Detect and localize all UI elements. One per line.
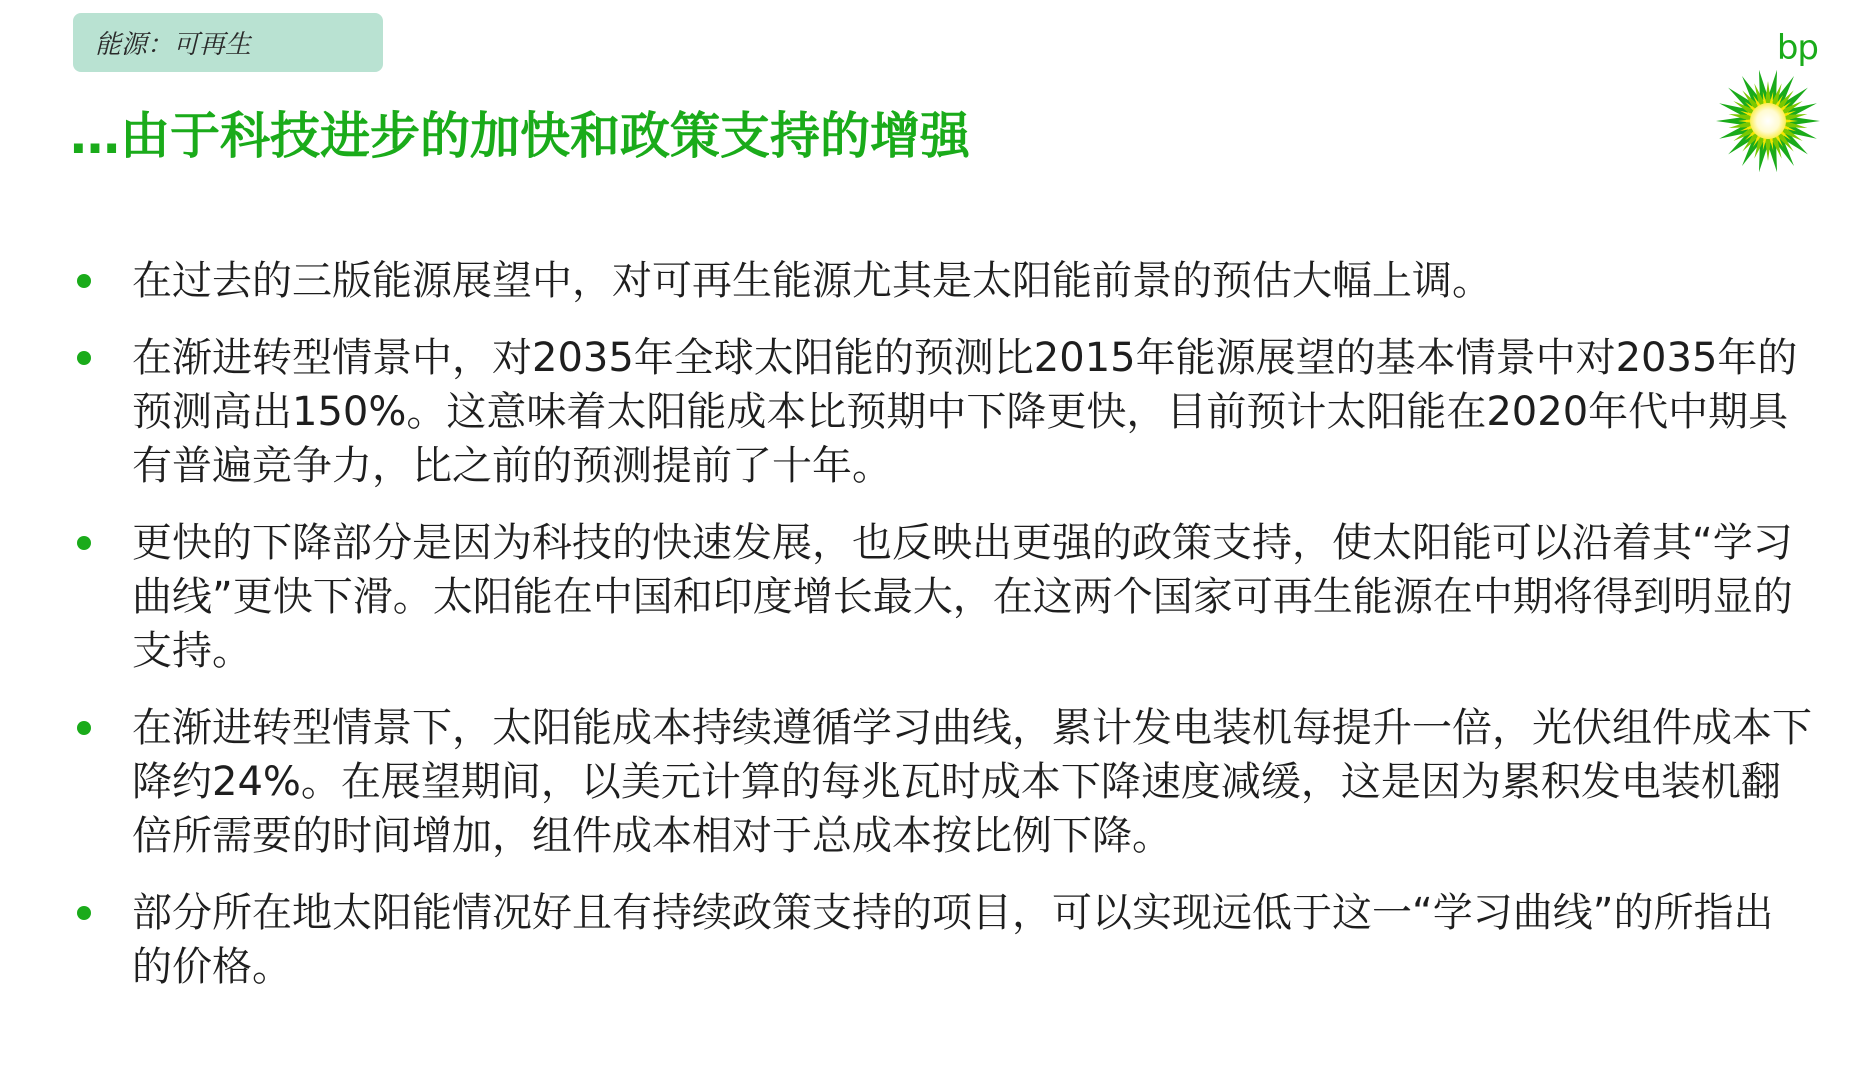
bullet-text: 在过去的三版能源展望中，对可再生能源尤其是太阳能前景的预估大幅上调。 bbox=[132, 258, 1492, 304]
helios-sunburst-icon bbox=[1715, 68, 1821, 174]
bullet-dot-icon bbox=[77, 906, 91, 920]
bullet-text: 在渐进转型情景中，对2035年全球太阳能的预测比2015年能源展望的基本情景中对2035年的预测高出150%。这意味着太阳能成本比预期中下降更快，目前预计太阳能在2020年代中期具有普遍竞争力，比之前的预测提前了十年。 bbox=[132, 335, 1798, 489]
brand-wordmark: bp bbox=[1776, 28, 1818, 68]
bullet-dot-icon bbox=[77, 536, 91, 550]
page-title: …由于科技进步的加快和政策支持的增强 bbox=[70, 107, 970, 165]
bullet-dot-icon bbox=[77, 721, 91, 735]
bullet-dot-icon bbox=[77, 274, 91, 288]
bullet-item-3 bbox=[0, 516, 1853, 678]
bullet-dot-icon bbox=[77, 351, 91, 365]
bullet-text: 更快的下降部分是因为科技的快速发展，也反映出更强的政策支持，使太阳能可以沿着其“学习曲线”更快下滑。太阳能在中国和印度增长最大，在这两个国家可再生能源在中期将得到明显的支持。 bbox=[132, 520, 1793, 674]
bullet-text: 部分所在地太阳能情况好且有持续政策支持的项目，可以实现远低于这一“学习曲线”的所指出的价格。 bbox=[132, 890, 1774, 990]
brand-logo-block bbox=[1708, 28, 1828, 178]
bullet-list bbox=[0, 254, 1853, 1017]
section-tag bbox=[73, 13, 383, 72]
bullet-text: 在渐进转型情景下，太阳能成本持续遵循学习曲线，累计发电装机每提升一倍，光伏组件成本下降约24%。在展望期间，以美元计算的每兆瓦时成本下降速度减缓，这是因为累积发电装机翻倍所需要的时间增加，组件成本相对于总成本按比例下降。 bbox=[132, 705, 1812, 859]
section-label: 能源：可再生 bbox=[95, 30, 252, 60]
bullet-item-4 bbox=[0, 701, 1853, 863]
bullet-item-5 bbox=[0, 886, 1853, 994]
bullet-item-2 bbox=[0, 331, 1853, 493]
bullet-item-1 bbox=[0, 254, 1853, 308]
